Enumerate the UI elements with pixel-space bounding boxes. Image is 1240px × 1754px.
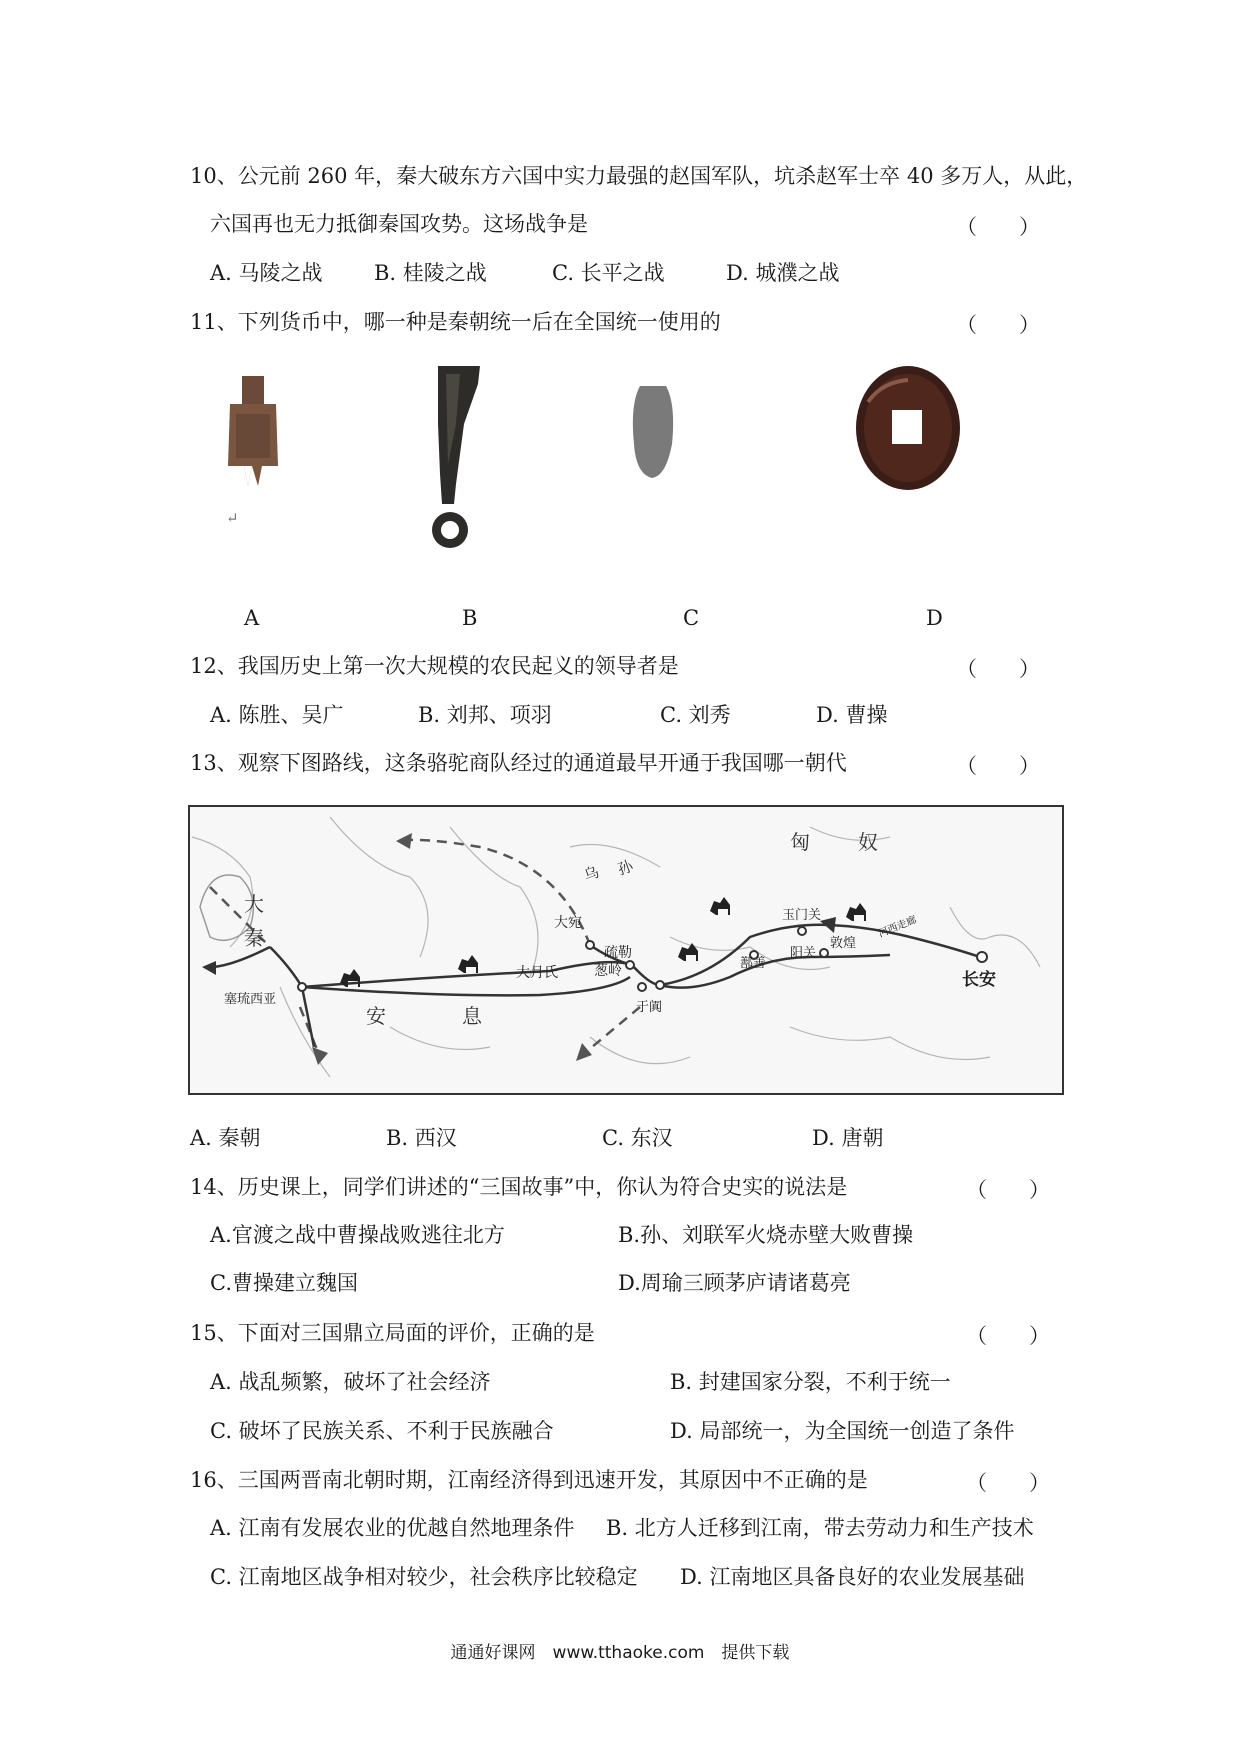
q15-answer-paren: （ ） (966, 1324, 1050, 1348)
q13-option-c: C. 东汉 (602, 1126, 673, 1150)
q13-answer-paren: （ ） (956, 754, 1040, 778)
map-label-daqin-1: 大 (244, 892, 264, 916)
q16-option-c: C. 江南地区战争相对较少，社会秩序比较稳定 (210, 1565, 638, 1589)
map-label-yutian: 于阗 (636, 1000, 663, 1015)
q10-option-b: B. 桂陵之战 (374, 261, 487, 285)
map-label-shule: 疏勒 (604, 945, 632, 961)
q12-option-a: A. 陈胜、吴广 (210, 703, 344, 727)
q10-stem-line2: 六国再也无力抵御秦国攻势。这场战争是 (210, 212, 588, 236)
q12-answer-paren: （ ） (956, 657, 1040, 681)
q14-answer-paren: （ ） (966, 1178, 1050, 1202)
map-label-yumenguan: 玉门关 (782, 908, 822, 923)
q14-option-c: C.曹操建立魏国 (210, 1271, 358, 1295)
map-label-xiongnu-1: 匈 (790, 830, 810, 854)
map-label-seleucia: 塞琉西亚 (224, 992, 277, 1007)
map-label-anxi-1: 安 (366, 1004, 386, 1028)
map-label-dayuezhi: 大月氏 (516, 965, 558, 981)
q14-option-a: A.官渡之战中曹操战败逃往北方 (210, 1223, 505, 1247)
q10-option-c: C. 长平之战 (552, 261, 665, 285)
knife-coin-image (420, 364, 490, 554)
q10-answer-paren: （ ） (956, 215, 1040, 239)
q11-stem: 11、下列货币中，哪一种是秦朝统一后在全国统一使用的 (190, 310, 721, 334)
map-label-dayuan: 大宛 (554, 915, 582, 931)
map-label-changan: 长安 (962, 970, 996, 990)
q15-option-a: A. 战乱频繁，破坏了社会经济 (210, 1370, 491, 1394)
page-footer: 通通好课网 www.tthaoke.com 提供下载 (450, 1643, 790, 1663)
ant-nose-coin-image (628, 384, 678, 480)
map-label-yangguan: 阳关 (790, 946, 817, 961)
map-label-anxi-2: 息 (462, 1004, 482, 1028)
q16-option-d: D. 江南地区具备良好的农业发展基础 (680, 1565, 1025, 1589)
map-label-hexi: 河西走廊 (877, 914, 919, 940)
q16-answer-paren: （ ） (966, 1471, 1050, 1495)
q16-option-b: B. 北方人迁移到江南，带去劳动力和生产技术 (606, 1516, 1034, 1540)
q13-option-a: A. 秦朝 (190, 1126, 261, 1150)
q15-stem: 15、下面对三国鼎立局面的评价，正确的是 (190, 1321, 595, 1345)
map-label-wusun-1: 乌 (581, 862, 602, 885)
q14-option-d: D.周瑜三顾茅庐请诸葛亮 (618, 1271, 851, 1295)
coin-label-c: C (683, 606, 700, 630)
map-label-daqin-2: 秦 (244, 926, 264, 950)
q15-option-c: C. 破坏了民族关系、不利于民族融合 (210, 1419, 554, 1443)
q12-stem: 12、我国历史上第一次大规模的农民起义的领导者是 (190, 654, 679, 678)
round-coin-image (852, 362, 964, 494)
q10-option-d: D. 城濮之战 (726, 261, 840, 285)
q14-option-b: B.孙、刘联军火烧赤壁大败曹操 (618, 1223, 914, 1247)
coin-label-b: B (462, 606, 478, 630)
q14-stem: 14、历史课上，同学们讲述的“三国故事”中，你认为符合史实的说法是 (190, 1175, 848, 1199)
q12-option-b: B. 刘邦、项羽 (418, 703, 552, 727)
q13-option-b: B. 西汉 (386, 1126, 457, 1150)
q10-stem-line1: 10、公元前 260 年，秦大破东方六国中实力最强的赵国军队，坑杀赵军士卒 40 多万人，从此， (190, 164, 1088, 188)
q13-option-d: D. 唐朝 (812, 1126, 884, 1150)
q16-option-a: A. 江南有发展农业的优越自然地理条件 (210, 1516, 575, 1540)
spade-coin-image (222, 374, 284, 490)
q12-option-d: D. 曹操 (816, 703, 888, 727)
map-label-xiongnu-2: 奴 (858, 830, 878, 854)
q15-option-d: D. 局部统一，为全国统一创造了条件 (670, 1419, 1015, 1443)
q12-option-c: C. 刘秀 (660, 703, 731, 727)
coin-label-a: A (244, 606, 260, 630)
q13-stem: 13、观察下图路线，这条骆驼商队经过的通道最早开通于我国哪一朝代 (190, 751, 847, 775)
silk-road-map (188, 805, 1064, 1095)
q16-stem: 16、三国两晋南北朝时期，江南经济得到迅速开发，其原因中不正确的是 (190, 1468, 868, 1492)
map-label-shanshan: 鄯善 (740, 956, 767, 971)
map-label-dunhuang: 敦煌 (830, 936, 857, 951)
coin-label-d: D (926, 606, 943, 630)
map-label-congling: 葱岭 (594, 963, 622, 979)
map-label-wusun-2: 孙 (615, 856, 636, 879)
q10-option-a: A. 马陵之战 (210, 261, 323, 285)
q11-answer-paren: （ ） (956, 313, 1040, 337)
q15-option-b: B. 封建国家分裂，不利于统一 (670, 1370, 951, 1394)
paragraph-mark: ↵ (226, 509, 239, 527)
